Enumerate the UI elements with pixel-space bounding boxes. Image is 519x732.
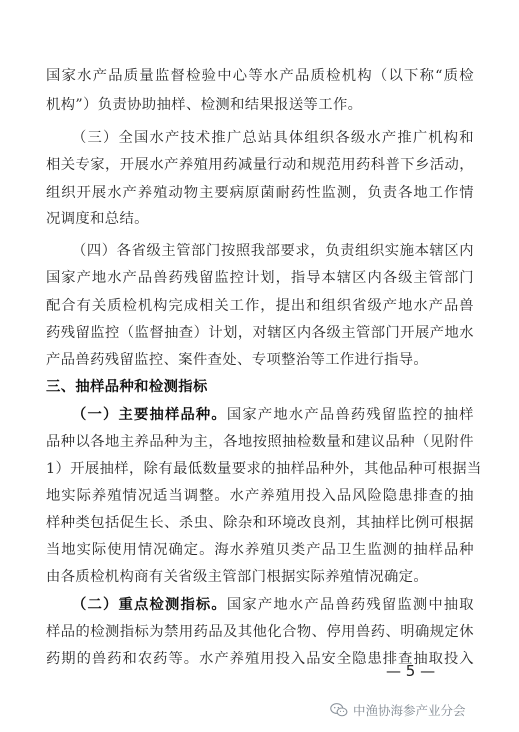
body-line-11: 产品兽药残留监控、案件查处、专项整治等工作进行指导。	[46, 352, 429, 368]
subsection-2-first-line-rest: 国家产地水产品兽药残留监测中抽取	[226, 597, 474, 613]
watermark	[330, 699, 515, 721]
body-line-6: 况调度和总结。	[46, 211, 149, 227]
section-heading: 三、抽样品种和检测指标	[46, 379, 208, 395]
body-line-3: （三）全国水产技术推广总站具体组织各级水产推广机构和	[72, 130, 474, 146]
subsection-2-line: 样品的检测指标为禁用药品及其他化合物、停用兽药、明确规定休	[46, 624, 474, 640]
body-line-5: 组织开展水产养殖动物主要病原菌耐药性监测，负责各地工作情	[46, 185, 474, 201]
body-line-10: 药残留监控（监督抽查）计划，对辖区内各级主管部门开展产地水	[46, 325, 474, 341]
subsection-1-line: 样种类包括促生长、杀虫、除杂和环境改良剂，其抽样比例可根据	[46, 515, 474, 531]
subsection-1-line: 地实际养殖情况适当调整。水产养殖用投入品风险隐患排查的抽	[46, 488, 474, 504]
wechat-icon	[330, 702, 348, 718]
subsection-1-first-line-rest: 国家产地水产品兽药残留监控的抽样	[226, 407, 474, 423]
body-line-9: 配合有关质检机构完成相关工作，提出和组织省级产地水产品兽	[46, 298, 474, 314]
body-line-1: 国家水产品质量监督检验中心等水产品质检机构（以下称“质检	[46, 68, 474, 84]
subsection-1-lead: （一）主要抽样品种。	[72, 407, 227, 423]
watermark-text: 中渔协海参产业分会	[353, 703, 466, 718]
subsection-1-line: 由各质检机构商有关省级主管部门根据实际养殖情况确定。	[46, 569, 429, 585]
subsection-1-first-line	[72, 405, 474, 425]
subsection-2-line: 药期的兽药和农药等。水产养殖用投入品安全隐患排查抽取投入	[46, 651, 474, 667]
subsection-1-line: 品种以各地主养品种为主，各地按照抽检数量和建议品种（见附件	[46, 434, 474, 450]
page-number: — 5 —	[386, 662, 436, 680]
body-line-7: （四）各省级主管部门按照我部要求，负责组织实施本辖区内	[72, 243, 474, 259]
subsection-1-line: 当地实际使用情况确定。海水养殖贝类产品卫生监测的抽样品种	[46, 542, 474, 558]
subsection-1-line: 1）开展抽样，除有最低数量要求的抽样品种外，其他品种可根据当	[46, 461, 482, 477]
subsection-2-first-line	[72, 595, 474, 615]
subsection-2-lead: （二）重点检测指标。	[72, 597, 227, 613]
body-line-8: 国家产地水产品兽药残留监控计划，指导本辖区内各级主管部门	[46, 270, 474, 286]
body-line-2: 机构”）负责协助抽样、检测和结果报送等工作。	[46, 97, 363, 113]
body-line-4: 相关专家，开展水产养殖用药减量行动和规范用药科普下乡活动，	[46, 157, 474, 173]
